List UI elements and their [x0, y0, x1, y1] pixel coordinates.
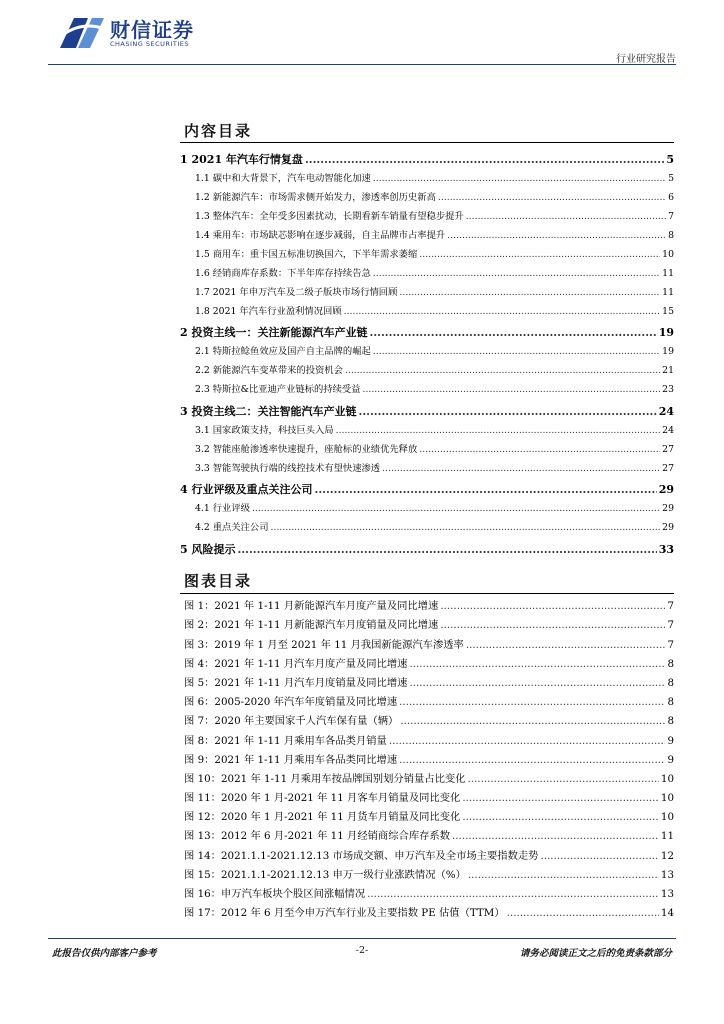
toc-entry-page: 23 [662, 384, 674, 395]
toc-section-entry[interactable] [180, 244, 674, 263]
toc-entry-page: 19 [658, 326, 674, 339]
toc-entry-page: 7 [668, 210, 674, 222]
footer-disclaimer-left: 此报告仅供内部客户参考 [52, 948, 157, 959]
figure-entry[interactable] [184, 692, 674, 711]
figure-leader-dots [462, 790, 659, 807]
toc-title: 内容目录 [184, 122, 253, 140]
figure-entry-page: 14 [660, 907, 674, 920]
toc-entry-text: 3 投资主线二：关注智能汽车产业链 [180, 404, 357, 418]
toc-entry-page: 8 [668, 229, 674, 241]
toc-section-entry[interactable] [180, 498, 674, 517]
toc-leader-dots [336, 422, 661, 439]
page-number: -2- [355, 945, 369, 956]
figure-entry-text: 图 8：2021 年 1-11 月乘用车各品类月销量 [184, 734, 387, 747]
figure-entry-page: 13 [660, 888, 674, 900]
toc-leader-dots [369, 324, 656, 341]
figure-entry-text: 图 17：2012 年 6 月至今申万汽车行业及主要指数 PE 估值（TTM） [184, 907, 505, 920]
toc-leader-dots [345, 362, 660, 379]
toc-leader-dots [419, 441, 660, 458]
toc-chapter-entry[interactable] [180, 398, 674, 420]
figure-leader-dots [399, 694, 665, 711]
toc-entry-page: 19 [662, 346, 674, 357]
toc-entry-page: 29 [658, 483, 674, 496]
figure-entry-text: 图 10：2021 年 1-11 月乘用车按品牌国别划分销量占比变化 [184, 772, 466, 785]
figure-entry-page: 8 [667, 657, 674, 670]
toc-leader-dots [373, 265, 660, 282]
toc-entry-page: 27 [662, 443, 674, 455]
toc-section-entry[interactable] [180, 458, 674, 477]
toc-leader-dots [252, 500, 660, 517]
figure-leader-dots [540, 848, 658, 865]
header-divider [48, 64, 676, 65]
figure-entry-text: 图 15：2021.1.1-2021.12.13 申万一级行业涨跌情况（%） [184, 868, 466, 881]
toc-entry-text: 4 行业评级及重点关注公司 [180, 483, 313, 496]
figure-entry-page: 10 [660, 792, 674, 805]
toc-section-entry[interactable] [180, 420, 674, 439]
toc-leader-dots [373, 343, 660, 360]
toc-section-entry[interactable] [180, 168, 674, 187]
toc-entry-text: 2.1 特斯拉鲶鱼效应及国产自主品牌的崛起 [195, 346, 371, 357]
toc-entry-page: 10 [662, 248, 674, 260]
figures-title: 图表目录 [184, 572, 253, 590]
figure-entry-text: 图 11：2020 年 1 月-2021 年 11 月客车月销量及同比变化 [184, 792, 461, 805]
document-type: 行业研究报告 [616, 54, 676, 65]
toc-leader-dots [399, 284, 660, 301]
figure-entry-text: 图 6：2005-2020 年汽车年度销量及同比增速 [184, 696, 398, 709]
footer-disclaimer-right: 请务必阅读正文之后的免责条款部分 [519, 948, 672, 959]
toc-entry-page: 29 [662, 522, 674, 533]
figure-entry[interactable] [184, 865, 674, 884]
toc-entry-page: 33 [658, 542, 674, 556]
figure-entry[interactable] [184, 596, 674, 615]
figure-entry[interactable] [184, 903, 674, 922]
toc-entry-text: 1.6 经销商库存系数：下半年库存持续告急 [195, 267, 371, 279]
figure-entry-text: 图 2：2021 年 1-11 月新能源汽车月度销量及同比增速 [184, 619, 439, 632]
toc-entry-page: 5 [668, 172, 674, 184]
figure-entry[interactable] [184, 750, 674, 769]
figure-entry[interactable] [184, 826, 674, 845]
figure-entry-text: 图 1：2021 年 1-11 月新能源汽车月度产量及同比增速 [184, 600, 439, 613]
toc-entry-page: 6 [668, 191, 674, 203]
toc-entry-text: 5 风险提示 [180, 542, 236, 556]
toc-entry-text: 1.5 商用车：重卡国五标准切换国六，下半年需求萎缩 [195, 248, 418, 260]
toc-section-entry[interactable] [180, 263, 674, 282]
toc-entry-page: 11 [662, 267, 674, 279]
figure-entry[interactable] [184, 673, 674, 692]
toc-entry-text: 2 投资主线一：关注新能源汽车产业链 [180, 326, 368, 339]
figure-entry-page: 10 [660, 811, 674, 824]
figure-entry[interactable] [184, 807, 674, 826]
figure-entry-text: 图 14：2021.1.1-2021.12.13 市场成交额、申万汽车及全市场主要指数走势 [184, 849, 539, 862]
figure-leader-dots [409, 675, 665, 692]
toc-entry-text: 1 2021 年汽车行情复盘 [180, 152, 303, 166]
company-name-cn: 财信证券 [110, 18, 194, 42]
figure-entry-page: 7 [667, 619, 674, 632]
toc-leader-dots [314, 481, 656, 498]
figure-leader-dots [367, 886, 659, 903]
toc-chapter-entry[interactable] [180, 536, 674, 558]
figure-entry-text: 图 9：2021 年 1-11 月乘用车各品类同比增速 [184, 753, 398, 766]
figure-leader-dots [399, 752, 665, 769]
toc-leader-dots [305, 151, 664, 168]
toc-entry-text: 3.2 智能座舱渗透率快速提升，座舱标的业绩优先释放 [195, 443, 418, 455]
figure-entry[interactable] [184, 711, 674, 730]
table-of-contents [180, 146, 674, 558]
toc-leader-dots [271, 519, 661, 536]
page-header [0, 0, 724, 72]
figure-entry[interactable] [184, 654, 674, 673]
figure-entry-page: 9 [667, 734, 674, 747]
figure-entry-page: 7 [667, 638, 674, 651]
toc-section-entry[interactable] [180, 517, 674, 536]
figure-leader-dots [400, 713, 665, 730]
company-logo-icon [58, 14, 106, 50]
figure-leader-dots [452, 828, 659, 845]
toc-section-entry[interactable] [180, 341, 674, 360]
toc-leader-dots [419, 246, 660, 263]
figure-entry[interactable] [184, 615, 674, 634]
figure-entry[interactable] [184, 769, 674, 788]
figure-entry-page: 8 [667, 715, 674, 728]
toc-leader-dots [466, 208, 666, 225]
toc-section-entry[interactable] [180, 282, 674, 301]
figure-entry-page: 8 [667, 696, 674, 709]
figure-entry-text: 图 3：2019 年 1 月至 2021 年 11 月我国新能源汽车渗透率 [184, 638, 464, 651]
toc-entry-page: 29 [662, 503, 674, 514]
toc-entry-text: 2.2 新能源汽车变革带来的投资机会 [195, 365, 343, 376]
toc-entry-page: 5 [666, 152, 674, 166]
figure-entry[interactable] [184, 788, 674, 807]
toc-chapter-entry[interactable] [180, 477, 674, 499]
figures-list [184, 596, 674, 922]
toc-entry-text: 1.4 乘用车：市场缺芯影响在逐步减弱，自主品牌市占率提升 [195, 229, 446, 241]
toc-entry-text: 4.2 重点关注公司 [195, 522, 269, 533]
figure-entry-text: 图 12：2020 年 1 月-2021 年 11 月货车月销量及同比变化 [184, 811, 461, 824]
figure-leader-dots [440, 598, 665, 615]
toc-entry-page: 21 [662, 365, 674, 376]
toc-entry-page: 24 [658, 404, 674, 418]
footer-divider [48, 938, 676, 939]
figure-leader-dots [462, 809, 659, 826]
figure-entry-page: 9 [667, 753, 674, 766]
toc-leader-dots [344, 303, 661, 320]
figure-leader-dots [507, 905, 659, 922]
toc-leader-dots [358, 403, 656, 420]
toc-leader-dots [373, 170, 666, 187]
figure-entry[interactable] [184, 845, 674, 864]
toc-section-entry[interactable] [180, 379, 674, 398]
figure-leader-dots [467, 771, 658, 788]
figure-entry-page: 7 [667, 600, 674, 613]
toc-chapter-entry[interactable] [180, 320, 674, 342]
toc-section-entry[interactable] [180, 225, 674, 244]
toc-entry-text: 1.1 碳中和大背景下，汽车电动智能化加速 [195, 172, 371, 184]
figure-entry-text: 图 16：申万汽车板块个股区间涨幅情况 [184, 888, 366, 900]
figure-entry[interactable] [184, 730, 674, 749]
toc-entry-page: 15 [662, 305, 674, 317]
toc-section-entry[interactable] [180, 206, 674, 225]
figure-entry-text: 图 4：2021 年 1-11 月汽车月度产量及同比增速 [184, 657, 408, 670]
figure-leader-dots [389, 733, 666, 750]
toc-chapter-entry[interactable] [180, 146, 674, 168]
toc-leader-dots [237, 541, 656, 558]
toc-entry-text: 3.1 国家政策支持，科技巨头入局 [195, 424, 334, 436]
toc-leader-dots [447, 227, 666, 244]
figure-entry[interactable] [184, 884, 674, 903]
toc-entry-text: 4.1 行业评级 [195, 503, 250, 514]
figure-entry-text: 图 13：2012 年 6 月-2021 年 11 月经销商综合库存系数 [184, 830, 451, 843]
toc-entry-text: 1.2 新能源汽车：市场需求侧开始发力，渗透率创历史新高 [195, 191, 436, 203]
toc-entry-text: 3.3 智能驾驶执行端的线控技术有望快速渗透 [195, 462, 381, 474]
toc-section-entry[interactable] [180, 439, 674, 458]
toc-section-entry[interactable] [180, 301, 674, 320]
figure-entry-text: 图 5：2021 年 1-11 月汽车月度销量及同比增速 [184, 676, 408, 689]
figures-title-divider [180, 593, 674, 594]
toc-leader-dots [362, 381, 660, 398]
toc-title-divider [180, 142, 674, 143]
figure-leader-dots [468, 867, 659, 884]
figure-entry-page: 10 [660, 772, 674, 785]
toc-entry-text: 1.3 整体汽车：全年受多因素扰动，长期看新车销量有望稳步提升 [195, 210, 464, 222]
figure-leader-dots [440, 617, 665, 634]
figure-leader-dots [466, 637, 666, 654]
toc-entry-text: 1.7 2021 年申万汽车及二级子版块市场行情回顾 [195, 286, 398, 298]
figure-entry-page: 8 [667, 676, 674, 689]
toc-section-entry[interactable] [180, 360, 674, 379]
toc-entry-page: 27 [662, 462, 674, 474]
toc-leader-dots [382, 460, 660, 477]
toc-entry-page: 24 [662, 424, 674, 436]
figure-entry-page: 11 [660, 830, 674, 843]
toc-entry-page: 11 [662, 286, 674, 298]
toc-section-entry[interactable] [180, 187, 674, 206]
toc-entry-text: 1.8 2021 年汽车行业盈利情况回顾 [195, 305, 342, 317]
company-name-en: CHASING SECURITIES [110, 40, 189, 48]
toc-entry-text: 2.3 特斯拉&比亚迪产业链标的持续受益 [195, 384, 361, 395]
figure-entry-text: 图 7：2020 年主要国家千人汽车保有量（辆） [184, 715, 399, 728]
figure-entry-page: 12 [660, 849, 674, 862]
figure-entry-page: 13 [660, 868, 674, 881]
toc-leader-dots [438, 189, 666, 206]
figure-leader-dots [409, 656, 665, 673]
figure-entry[interactable] [184, 634, 674, 653]
